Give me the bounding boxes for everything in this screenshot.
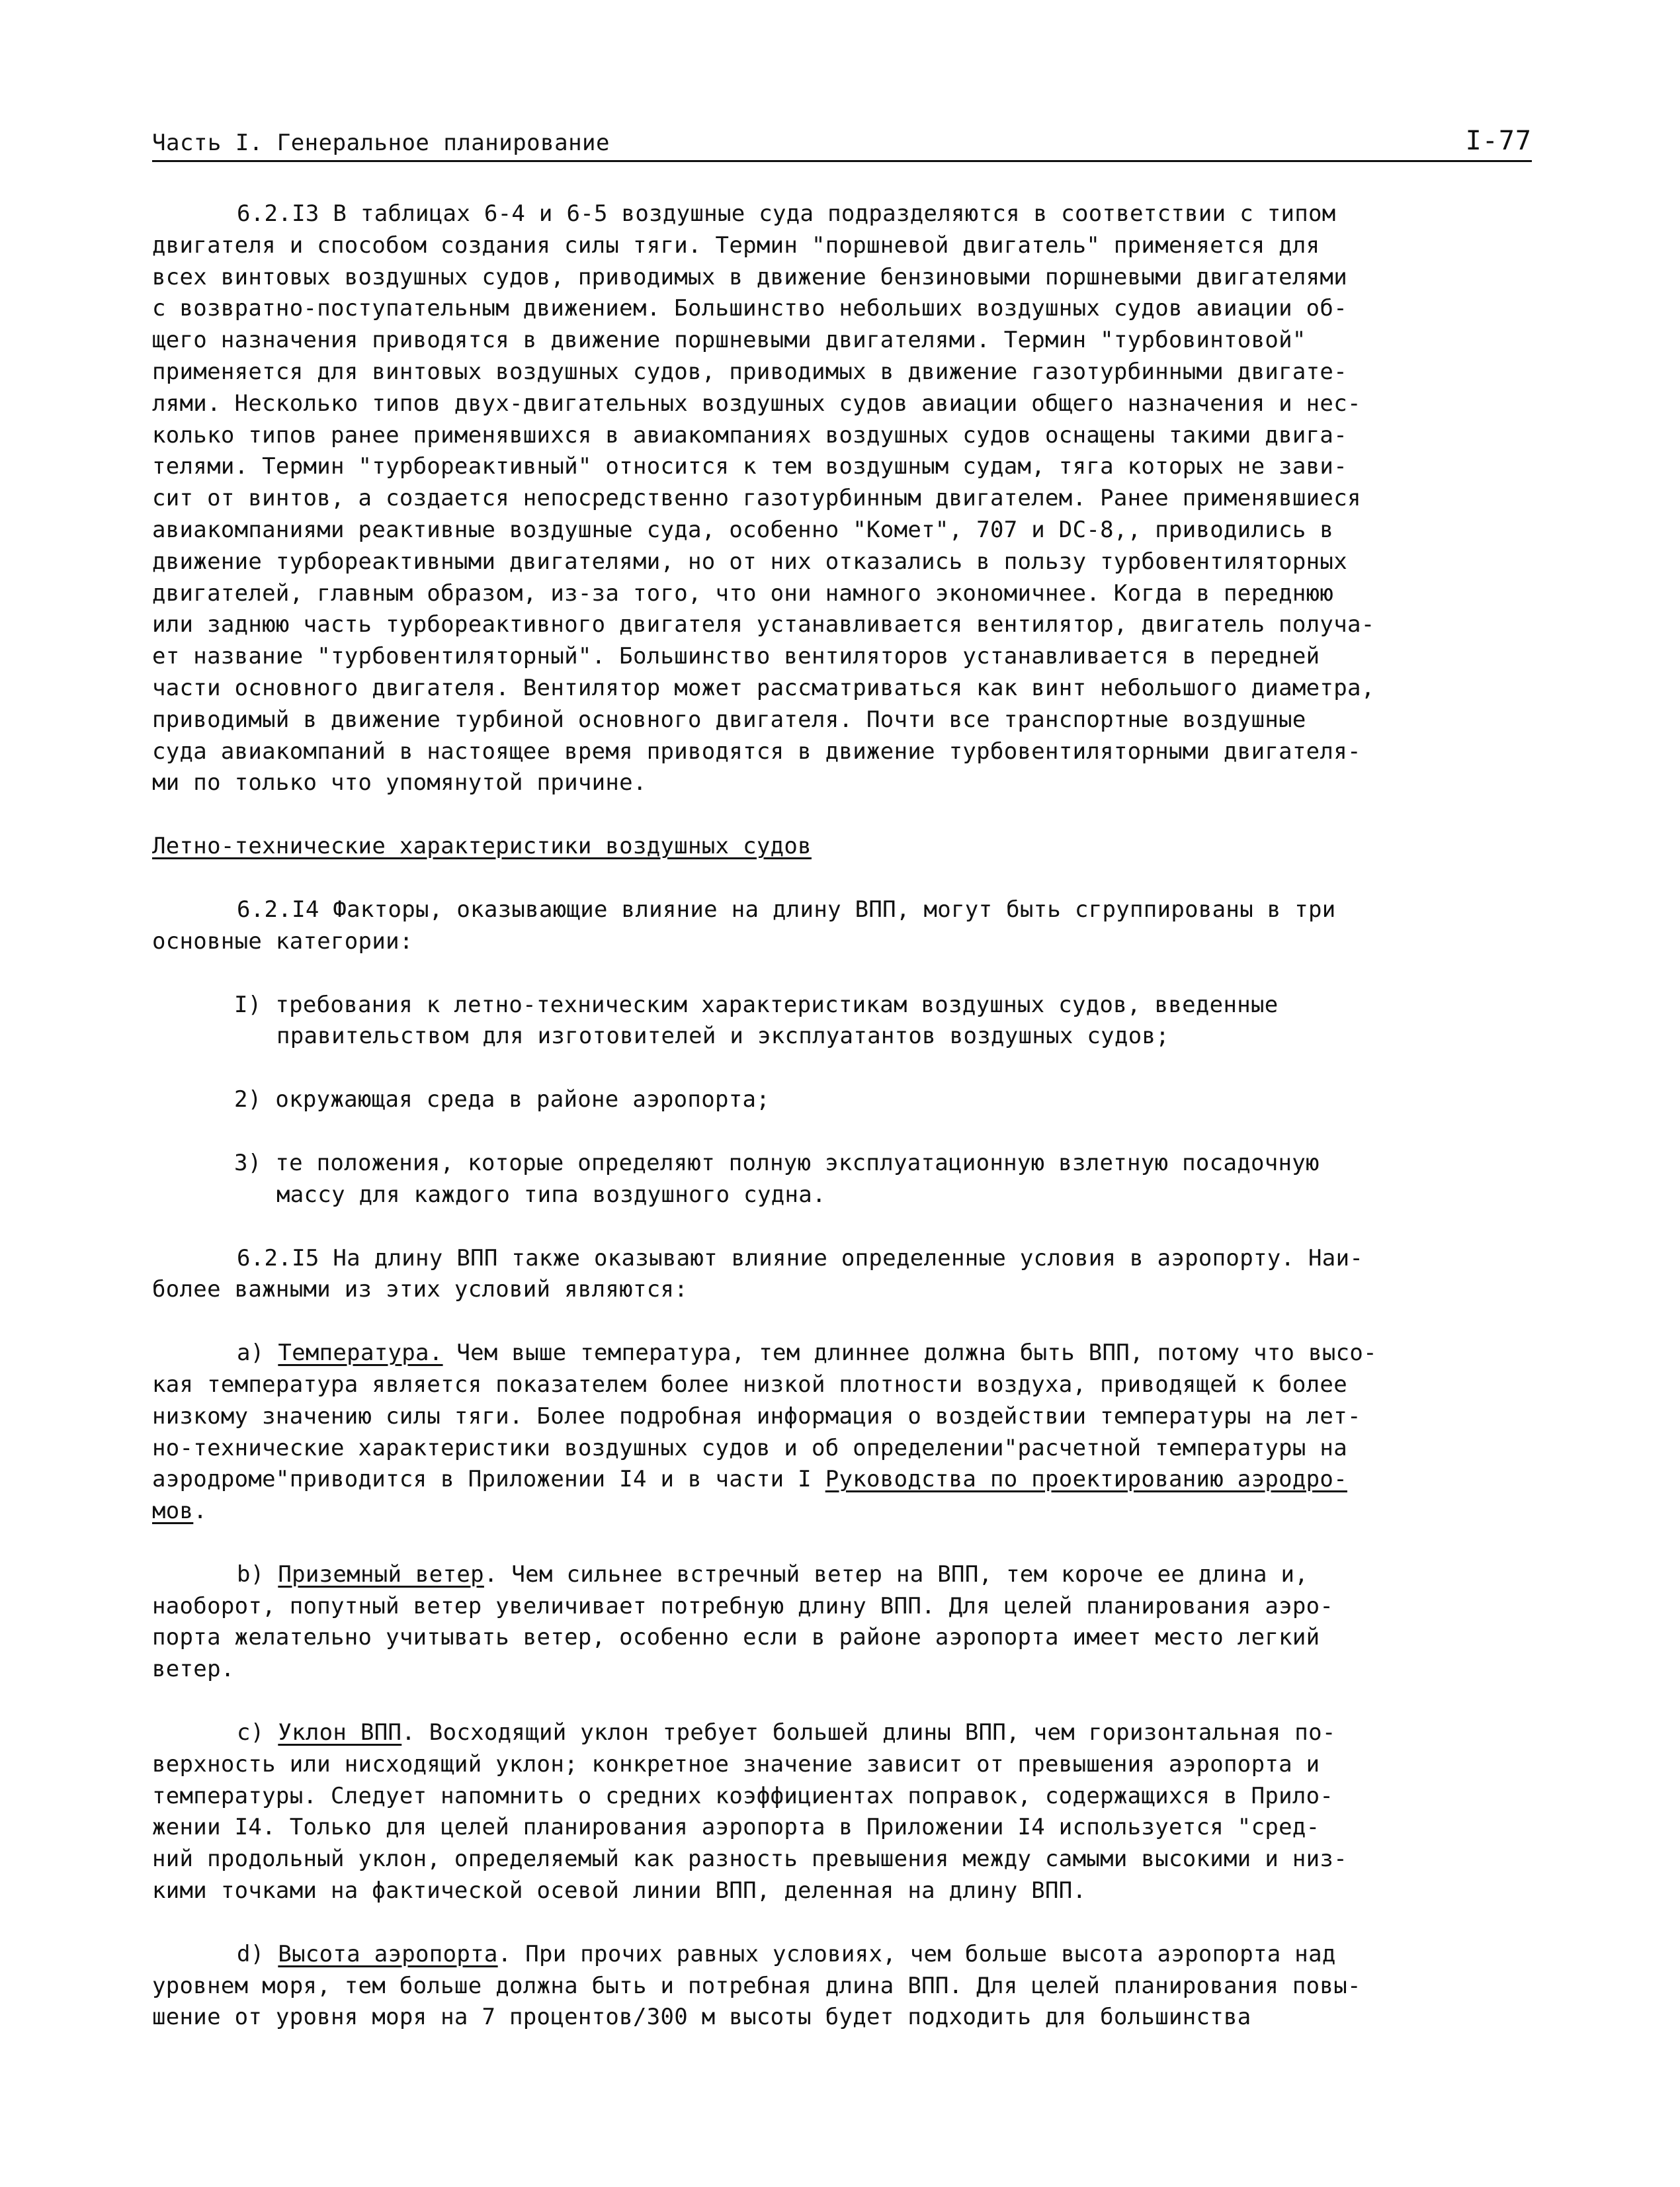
text-line: ет название "турбовентиляторный". Большинство вентиляторов устанавливается в передней (152, 643, 1320, 670)
factor-term: Температура. (278, 1340, 443, 1367)
text-line: части основного двигателя. Вентилятор может рассматриваться как винт небольшого диаметра, (152, 674, 1375, 701)
text-line (152, 1496, 1541, 1527)
spacer (152, 1116, 1541, 1148)
list-item-line (234, 1148, 1541, 1179)
factor-letter: c) (237, 1719, 265, 1746)
list-item-number: 2) (234, 1086, 262, 1113)
text-line: колько типов ранее применявшихся в авиакомпаниях воздушных судов оснащены такими двига- (152, 421, 1347, 449)
text-line (152, 1338, 1541, 1369)
list-item-line (234, 1084, 1541, 1116)
text-line: приводимый в движение турбиной основного двигателя. Почти все транспортные воздушные (152, 706, 1306, 733)
text-line: или заднюю часть турбореактивного двигателя устанавливается вентилятор, двигатель получа- (152, 611, 1375, 638)
text-line: кая температура является показателем более низкой плотности воздуха, приводящей к более (152, 1371, 1347, 1398)
text-line: шение от уровня моря на 7 процентов/300 м высоты будет подходить для большинства (152, 2004, 1251, 2031)
text-line: движение турбореактивными двигателями, но от них отказались в пользу турбовентиляторных (152, 548, 1347, 575)
factor-text: Чем выше температура, тем длиннее должна быть ВПП, потому что высо- (442, 1340, 1377, 1367)
factor-temperature (152, 1338, 1541, 1527)
text-line: с возвратно-поступательным движением. Большинство небольших воздушных судов авиации об- (152, 295, 1347, 322)
factor-term: Уклон ВПП (278, 1719, 402, 1746)
text-line: суда авиакомпаний в настоящее время приводятся в движение турбовентиляторными двигателя- (152, 738, 1361, 765)
list-item-number: 3) (234, 1149, 262, 1176)
factor-text: . При прочих равных условиях, чем больше высота аэропорта над (497, 1940, 1336, 1967)
section-heading (152, 831, 1541, 863)
text-line: щего назначения приводятся в движение поршневыми двигателями. Термин "турбовинтовой" (152, 327, 1306, 354)
factor-text: . (193, 1498, 208, 1525)
factor-letter: a) (237, 1340, 265, 1367)
paragraph-6-2-15 (152, 1243, 1541, 1307)
document-body (152, 198, 1541, 2034)
text-line: 6.2.I4 Факторы, оказывающие влияние на длину ВПП, могут быть сгруппированы в три (237, 896, 1336, 923)
spacer (152, 1907, 1541, 1939)
text-line: но-технические характеристики воздушных судов и об определении"расчетной температуры на (152, 1434, 1347, 1461)
spacer (152, 1527, 1541, 1559)
text-line: кими точками на фактической осевой линии ВПП, деленная на длину ВПП. (152, 1877, 1087, 1905)
list-item-text: требования к летно-техническим характеристикам воздушных судов, введенные (275, 991, 1279, 1018)
spacer (152, 1052, 1541, 1084)
paragraph-6-2-14 (152, 894, 1541, 958)
factor-text: . Чем сильнее встречный ветер на ВПП, тем короче ее длина и, (483, 1561, 1309, 1588)
section-heading-text: Летно-технические характеристики воздушных судов (152, 833, 812, 860)
text-line: порта желательно учитывать ветер, особенно если в районе аэропорта имеет место легкий (152, 1624, 1320, 1651)
text-line: телями. Термин "турбореактивный" относится к тем воздушным судам, тяга которых не зави- (152, 453, 1347, 480)
text-line (152, 1939, 1541, 1971)
document-reference: Руководства по проектированию аэродро- (825, 1466, 1347, 1493)
factor-text: . Восходящий уклон требует большей длины ВПП, чем горизонтальная по- (401, 1719, 1336, 1746)
list-item (152, 990, 1541, 1053)
factor-term: Приземный ветер (278, 1561, 484, 1588)
page-header (152, 126, 1532, 162)
text-line (152, 1717, 1541, 1749)
text-line (152, 1464, 1541, 1496)
text-line: основные категории: (152, 927, 413, 955)
text-line: верхность или нисходящий уклон; конкретное значение зависит от превышения аэропорта и (152, 1750, 1320, 1778)
factor-runway-slope (152, 1717, 1541, 1907)
factor-letter: b) (237, 1561, 265, 1588)
spacer (152, 863, 1541, 894)
factor-airport-elevation (152, 1939, 1541, 2034)
spacer (152, 1686, 1541, 1717)
text-line: более важными из этих условий являются: (152, 1276, 689, 1303)
text-line: сит от винтов, а создается непосредственно газотурбинным двигателем. Ранее применявшиеся (152, 485, 1361, 512)
header-title: Часть I. Генеральное планирование (152, 130, 610, 156)
factor-surface-wind (152, 1559, 1541, 1686)
text-line: ний продольный уклон, определяемый как разность превышения между самыми высокими и низ- (152, 1846, 1347, 1873)
spacer (152, 799, 1541, 831)
list-item-number: I) (234, 991, 262, 1018)
factor-term: Высота аэропорта (278, 1940, 498, 1967)
list-item-line: массу для каждого типа воздушного судна. (276, 1181, 826, 1208)
text-line: наоборот, попутный ветер увеличивает потребную длину ВПП. Для целей планирования аэро- (152, 1592, 1334, 1619)
list-item-text: те положения, которые определяют полную эксплуатационную взлетную посадочную (275, 1149, 1320, 1176)
list-item (152, 1084, 1541, 1116)
list-item-line (234, 990, 1541, 1021)
page-number: I-77 (1465, 126, 1532, 156)
list-item (152, 1148, 1541, 1211)
spacer (152, 958, 1541, 990)
text-line: 6.2.I5 На длину ВПП также оказывают влияние определенные условия в аэропорту. Наи- (237, 1244, 1364, 1271)
text-line: ветер. (152, 1656, 235, 1683)
text-line: 6.2.I3 В таблицах 6-4 и 6-5 воздушные суда подразделяются в соответствии с типом (237, 200, 1336, 227)
paragraph-6-2-13 (152, 198, 1541, 799)
factor-text: аэродроме"приводится в Приложении I4 и в части I (152, 1466, 825, 1493)
text-line: авиакомпаниями реактивные воздушные суда, особенно "Комет", 707 и DC-8,, приводились в (152, 516, 1334, 543)
text-line: двигателей, главным образом, из-за того, что они намного экономичнее. Когда в переднюю (152, 579, 1334, 607)
text-line: двигателя и способом создания силы тяги. Термин "поршневой двигатель" применяется для (152, 232, 1320, 259)
factor-letter: d) (237, 1940, 265, 1967)
text-line: уровнем моря, тем больше должна быть и потребная длина ВПП. Для целей планирования повы- (152, 1972, 1361, 1999)
text-line: лями. Несколько типов двух-двигательных воздушных судов авиации общего назначения и нес- (152, 390, 1361, 417)
spacer (152, 1306, 1541, 1338)
text-line: температуры. Следует напомнить о средних коэффициентах поправок, содержащихся в Прило- (152, 1782, 1334, 1809)
text-line: применяется для винтовых воздушных судов, приводимых в движение газотурбинными двигате- (152, 358, 1347, 385)
text-line: ми по только что упомянутой причине. (152, 769, 647, 796)
document-reference: мов (152, 1498, 194, 1525)
list-item-text: окружающая среда в районе аэропорта; (275, 1086, 771, 1113)
text-line: низкому значению силы тяги. Более подробная информация о воздействии температуры на лет- (152, 1402, 1361, 1430)
spacer (152, 1211, 1541, 1243)
text-line: жении I4. Только для целей планирования аэропорта в Приложении I4 используется "сред- (152, 1814, 1320, 1841)
list-item-line: правительством для изготовителей и эксплуатантов воздушных судов; (276, 1023, 1170, 1050)
text-line: всех винтовых воздушных судов, приводимых в движение бензиновыми поршневыми двигателями (152, 263, 1347, 290)
text-line (152, 1559, 1541, 1591)
